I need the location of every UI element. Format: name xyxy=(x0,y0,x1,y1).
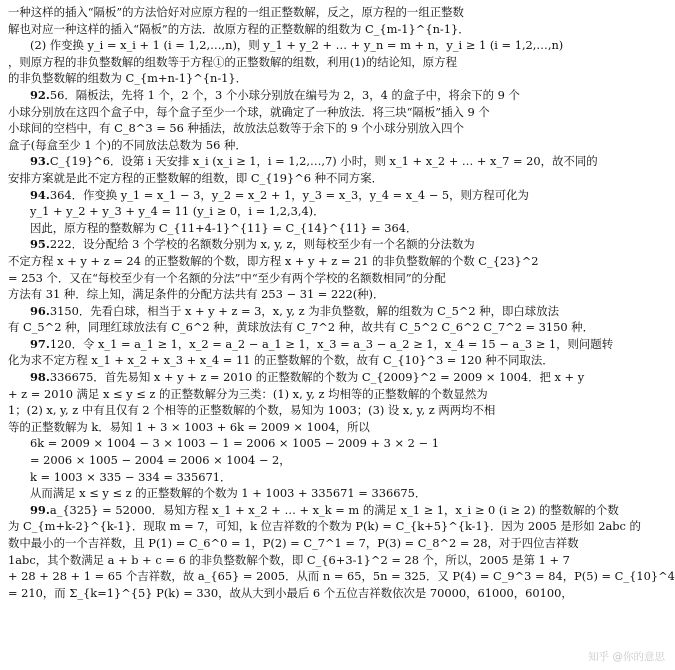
problem-number: 93. xyxy=(30,154,50,169)
text-line xyxy=(8,568,675,585)
line-text: 方法有 31 种．综上知，满足条件的分配方法共有 253 − 31 = 222(种)． xyxy=(8,287,385,302)
line-text: 小球间的空档中，有 C_8^3 = 56 种插法，故放法总数等于余下的 9 个小球分别放入四个 xyxy=(8,121,464,136)
line-text: 的非负整数解的组数为 C_{m+n-1}^{n-1}． xyxy=(8,71,248,86)
text-line xyxy=(8,369,585,386)
text-line xyxy=(8,21,470,38)
line-text: 336675．首先易知 x + y + z = 2010 的正整数解的个数为 C_{2009}^2 = 2009 × 1004．把 x + y xyxy=(49,370,585,385)
text-line xyxy=(8,203,466,220)
line-text: 解也对应一种这样的插入“隔板”的方法．故原方程的正整数解的组数为 C_{m-1}^{n-1}． xyxy=(8,21,470,36)
text-line xyxy=(8,54,466,71)
text-line xyxy=(8,535,579,552)
text-line xyxy=(8,386,488,403)
line-text: 1abc，其个数满足 a + b + c = 6 的非负整数解个数，即 C_{6+3-1}^2 = 28 个，所以，2005 是第 1 + 7 xyxy=(8,552,570,567)
text-line xyxy=(8,87,520,104)
text-line xyxy=(8,270,466,287)
text-line xyxy=(8,452,466,469)
text-line xyxy=(8,170,466,187)
line-text: 3150．先看白球，相当于 x + y + z = 3，x, y, z 为非负整数，解的组数为 C_5^2 种，即白球放法 xyxy=(49,303,559,318)
line-text: C_{19}^6．设第 i 天安排 x_i (x_i ≥ 1，i = 1,2,…,7) 小时，则 x_1 + x_2 + … + x_7 = 20，故不同的 xyxy=(49,154,598,169)
text-line xyxy=(8,120,466,137)
text-line xyxy=(8,469,466,486)
text-line xyxy=(8,236,475,253)
problem-number: 98. xyxy=(30,370,50,385)
line-text: y_1 + y_2 + y_3 + y_4 = 11 (y_i ≥ 0，i = 1,2,3,4)． xyxy=(30,204,325,219)
text-line xyxy=(8,435,466,452)
problem-number: 99. xyxy=(30,502,50,517)
text-line xyxy=(8,319,595,336)
problem-number: 96. xyxy=(30,303,50,318)
text-line xyxy=(8,4,466,21)
line-text: + 28 + 28 + 1 = 65 个吉祥数，故 a_{65} = 2005．从而 n = 65，5n = 325．又 P(4) = C_9^3 = 84，P(5) = C_{10}^4 xyxy=(8,569,675,584)
line-text: ，则原方程的非负整数解的组数等于方程①的正整数解的组数，利用(1)的结论知，原方程 xyxy=(8,54,457,69)
line-text: 小球分别放在这四个盒子中，每个盒子至少一个球，就确定了一种放法．将三块“隔板”插入 9 个 xyxy=(8,104,490,119)
text-line xyxy=(8,253,539,270)
line-text: 56．隔板法，先将 1 个，2 个，3 个小球分别放在编号为 2，3，4 的盒子中，将余下的 9 个 xyxy=(49,87,520,102)
text-line xyxy=(8,137,466,154)
line-text: 数中最小的一个吉祥数，且 P(1) = C_6^0 = 1，P(2) = C_7^1 = 7，P(3) = C_8^2 = 28，对于四位吉祥数 xyxy=(8,536,579,550)
text-line xyxy=(8,220,466,237)
line-text: 因此，原方程的整数解为 C_{11+4-1}^{11} = C_{14}^{11} = 364． xyxy=(30,220,418,235)
text-line xyxy=(8,104,490,121)
line-text: 安排方案就是此不定方程的正整数解的组数，即 C_{19}^6 种不同方案． xyxy=(8,170,383,185)
text-line xyxy=(8,419,466,436)
text-line xyxy=(8,352,554,369)
line-text: 364．作变换 y_1 = x_1 − 3，y_2 = x_2 + 1，y_3 = x_3，y_4 = x_4 − 5，则方程可化为 xyxy=(49,187,529,202)
line-text: 6k = 2009 × 1004 − 3 × 1003 − 1 = 2006 × 1005 − 2009 + 3 × 2 − 1 xyxy=(30,436,439,451)
line-text: 盒子(每盒至少 1 个)的不同放法总数为 56 种． xyxy=(8,137,247,152)
text-line xyxy=(8,187,529,204)
line-text: k = 1003 × 335 − 334 = 335671． xyxy=(30,469,232,484)
line-text: 等的正整数解为 k．易知 1 + 3 × 1003 + 6k = 2009 × 1004，所以 xyxy=(8,419,370,434)
text-line xyxy=(8,153,598,170)
line-text: 有 C_5^2 种，同理红球放法有 C_6^2 种，黄球放法有 C_7^2 种，故共有 C_5^2 C_6^2 C_7^2 = 3150 种． xyxy=(8,320,595,335)
text-line xyxy=(8,518,641,535)
problem-number: 95. xyxy=(30,237,50,252)
text-line xyxy=(8,485,466,502)
watermark: 知乎 @你的意思 xyxy=(588,651,665,663)
text-line xyxy=(8,303,559,320)
line-text: = 253 个．又在“每校至少有一个名额的分法”中“至少有两个学校的名额数相同”的分配 xyxy=(8,270,446,285)
line-text: 为 C_{m+k-2}^{k-1}．现取 m = 7，可知，k 位吉祥数的个数为 P(k) = C_{k+5}^{k-1}．因为 2005 是形如 2abc 的 xyxy=(8,519,641,534)
text-line xyxy=(8,286,466,303)
text-line xyxy=(8,585,573,602)
problem-number: 94. xyxy=(30,187,50,202)
line-text: = 2006 × 1005 − 2004 = 2006 × 1004 − 2， xyxy=(30,453,291,468)
text-line xyxy=(8,552,570,569)
line-text: = 210，而 Σ_{k=1}^{5} P(k) = 330，故从大到小最后 6 个五位吉祥数依次是 70000，61000，60100， xyxy=(8,585,573,600)
text-line xyxy=(8,70,466,87)
text-line xyxy=(8,336,614,353)
line-text: 120．令 x_1 = a_1 ≥ 1，x_2 = a_2 − a_1 ≥ 1，x_3 = a_3 − a_2 ≥ 1，x_4 = 15 − a_3 ≥ 1，则问题转 xyxy=(49,336,614,351)
line-text: (2) 作变换 y_i = x_i + 1 (i = 1,2,…,n)，则 y_1 + y_2 + … + y_n = m + n，y_i ≥ 1 (i = 1,2,…,n) xyxy=(30,38,564,53)
problem-number: 97. xyxy=(30,336,50,351)
text-line xyxy=(8,502,619,519)
problem-number: 92. xyxy=(30,87,50,102)
text-line xyxy=(8,37,564,54)
line-text: a_{325} = 52000．易知方程 x_1 + x_2 + … + x_k = m 的满足 x_1 ≥ 1，x_i ≥ 0 (i ≥ 2) 的整数解的个数 xyxy=(49,502,619,517)
line-text: 不定方程 x + y + z = 24 的正整数解的个数，即方程 x + y + z = 21 的非负整数解的个数 C_{23}^2 xyxy=(8,253,539,268)
line-text: 从而满足 x ≤ y ≤ z 的正整数解的个数为 1 + 1003 + 335671 = 336675． xyxy=(30,486,427,501)
line-text: 一种这样的插入“隔板”的方法恰好对应原方程的一组正整数解，反之，原方程的一组正整数 xyxy=(8,5,464,19)
line-text: 化为求不定方程 x_1 + x_2 + x_3 + x_4 = 11 的正整数解的个数，故有 C_{10}^3 = 120 种不同取法． xyxy=(8,353,554,368)
line-text: 222．设分配给 3 个学校的名额数分别为 x, y, z，则每校至少有一个名额的分法数为 xyxy=(49,237,475,252)
text-line xyxy=(8,402,496,419)
line-text: + z = 2010 满足 x ≤ y ≤ z 的正整数解分为三类：(1) x, y, z 均相等的正整数解的个数显然为 xyxy=(8,386,488,401)
line-text: 1；(2) x, y, z 中有且仅有 2 个相等的正整数解的个数，易知为 1003；(3) 设 x, y, z 两两均不相 xyxy=(8,403,496,418)
